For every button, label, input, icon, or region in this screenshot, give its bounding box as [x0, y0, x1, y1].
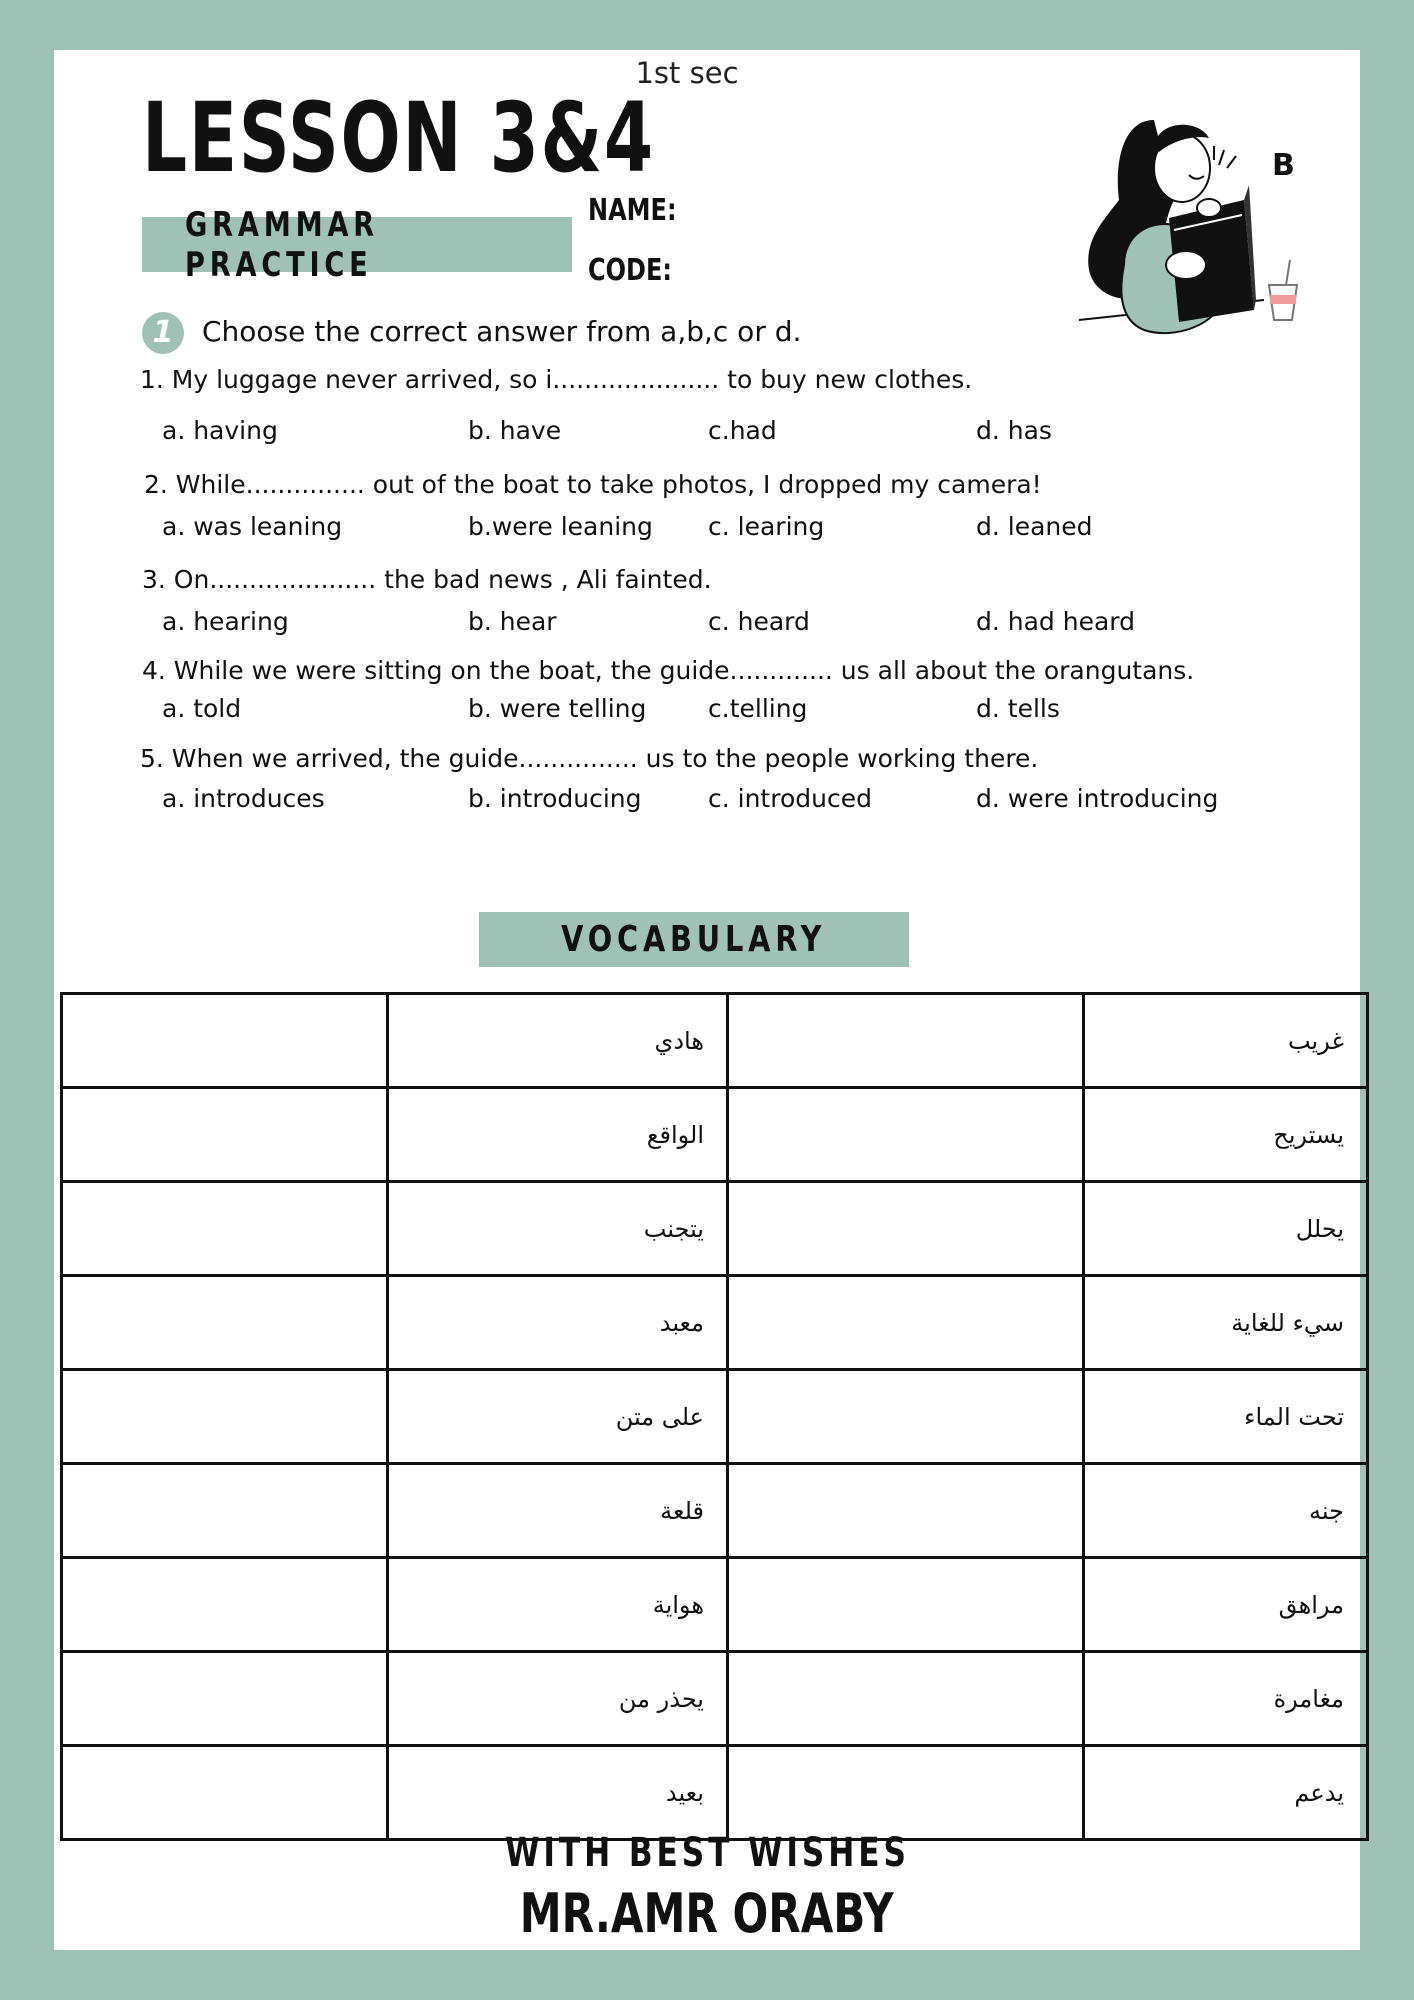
answer-cell[interactable] — [62, 1652, 388, 1746]
question-3: 3. On..................... the bad news , Ali fainted. — [142, 565, 712, 594]
q2-option-b[interactable]: b.were leaning — [468, 512, 653, 541]
answer-cell[interactable] — [728, 1088, 1084, 1182]
vocab-word-cell: سيء للغاية — [1084, 1276, 1368, 1370]
question-5: 5. When we arrived, the guide............... us to the people working there. — [140, 744, 1039, 773]
question-4: 4. While we were sitting on the boat, the guide............. us all about the orangutans. — [142, 656, 1195, 685]
answer-cell[interactable] — [62, 1088, 388, 1182]
q2-option-c[interactable]: c. learing — [708, 512, 825, 541]
answer-cell[interactable] — [62, 1464, 388, 1558]
q3-option-c[interactable]: c. heard — [708, 607, 810, 636]
table-row — [62, 1370, 1368, 1464]
q5-option-c[interactable]: c. introduced — [708, 784, 872, 813]
q4-option-d[interactable]: d. tells — [976, 694, 1060, 723]
teacher-name — [54, 1882, 1360, 1945]
q3-option-a[interactable]: a. hearing — [162, 607, 289, 636]
vocab-word-cell: يستريح — [1084, 1088, 1368, 1182]
q1-option-a[interactable]: a. having — [162, 416, 278, 445]
table-row — [62, 1276, 1368, 1370]
table-row — [62, 994, 1368, 1088]
table-row — [62, 1182, 1368, 1276]
vocab-word-cell: على متن — [388, 1370, 728, 1464]
vocab-word-cell: تحت الماء — [1084, 1370, 1368, 1464]
table-row — [62, 1652, 1368, 1746]
question-1: 1. My luggage never arrived, so i..................... to buy new clothes. — [140, 365, 973, 394]
answer-cell[interactable] — [728, 1558, 1084, 1652]
teacher-name-label: MR.AMR ORABY — [520, 1882, 894, 1945]
grammar-practice-label: GRAMMAR PRACTICE — [185, 204, 380, 285]
q1-option-d[interactable]: d. has — [976, 416, 1052, 445]
vocab-word-cell: قلعة — [388, 1464, 728, 1558]
q1-option-c[interactable]: c.had — [708, 416, 777, 445]
vocab-word-cell: جنه — [1084, 1464, 1368, 1558]
q5-option-b[interactable]: b. introducing — [468, 784, 642, 813]
answer-cell[interactable] — [728, 1276, 1084, 1370]
exercise-number-badge: 1 — [142, 312, 184, 354]
q2-option-a[interactable]: a. was leaning — [162, 512, 343, 541]
lesson-title: LESSON 3&4 — [142, 82, 655, 194]
q3-option-d[interactable]: d. had heard — [976, 607, 1135, 636]
q1-option-b[interactable]: b. have — [468, 416, 562, 445]
vocab-word-cell: الواقع — [388, 1088, 728, 1182]
table-row — [62, 1088, 1368, 1182]
vocab-word-cell: يتجنب — [388, 1182, 728, 1276]
answer-cell[interactable] — [728, 1652, 1084, 1746]
name-label: NAME: — [588, 193, 677, 228]
vocab-word-cell: يحذر من — [388, 1652, 728, 1746]
answer-cell[interactable] — [62, 994, 388, 1088]
vocabulary-banner — [479, 912, 909, 967]
q4-option-b[interactable]: b. were telling — [468, 694, 647, 723]
section-label: 1st sec — [635, 56, 739, 90]
vocab-word-cell: مغامرة — [1084, 1652, 1368, 1746]
answer-cell[interactable] — [728, 1182, 1084, 1276]
vocab-word-cell: بعيد — [388, 1746, 728, 1840]
answer-cell[interactable] — [62, 1276, 388, 1370]
vocab-word-cell: مراهق — [1084, 1558, 1368, 1652]
code-label: CODE: — [588, 253, 672, 288]
table-row — [62, 1464, 1368, 1558]
instruction-text: Choose the correct answer from a,b,c or d. — [202, 315, 802, 348]
table-row — [62, 1558, 1368, 1652]
q5-option-d[interactable]: d. were introducing — [976, 784, 1219, 813]
answer-cell[interactable] — [728, 1464, 1084, 1558]
answer-cell[interactable] — [62, 1370, 388, 1464]
q4-option-a[interactable]: a. told — [162, 694, 242, 723]
vocab-word-cell: غريب — [1084, 994, 1368, 1088]
q2-option-d[interactable]: d. leaned — [976, 512, 1093, 541]
worksheet-page — [54, 50, 1360, 1950]
q4-option-c[interactable]: c.telling — [708, 694, 808, 723]
vocabulary-table — [60, 992, 1369, 1841]
answer-cell[interactable] — [728, 1370, 1084, 1464]
answer-cell[interactable] — [62, 1558, 388, 1652]
answer-cell[interactable] — [728, 994, 1084, 1088]
vocab-word-cell: يدعم — [1084, 1746, 1368, 1840]
vocabulary-heading: VOCABULARY — [561, 919, 827, 960]
vocab-word-cell: هادي — [388, 994, 728, 1088]
answer-cell[interactable] — [728, 1746, 1084, 1840]
question-2: 2. While............... out of the boat to take photos, I dropped my camera! — [144, 470, 1042, 499]
best-wishes-text — [54, 1830, 1360, 1876]
vocab-word-cell: معبد — [388, 1276, 728, 1370]
q3-option-b[interactable]: b. hear — [468, 607, 557, 636]
vocab-word-cell: يحلل — [1084, 1182, 1368, 1276]
illustration-letter: B — [1272, 148, 1295, 183]
vocab-word-cell: هواية — [388, 1558, 728, 1652]
answer-cell[interactable] — [62, 1746, 388, 1840]
answer-cell[interactable] — [62, 1182, 388, 1276]
best-wishes-label: WITH BEST WISHES — [504, 1830, 910, 1876]
table-row — [62, 1746, 1368, 1840]
q5-option-a[interactable]: a. introduces — [162, 784, 325, 813]
grammar-practice-banner — [142, 204, 572, 285]
reading-woman-illustration — [1064, 90, 1314, 350]
